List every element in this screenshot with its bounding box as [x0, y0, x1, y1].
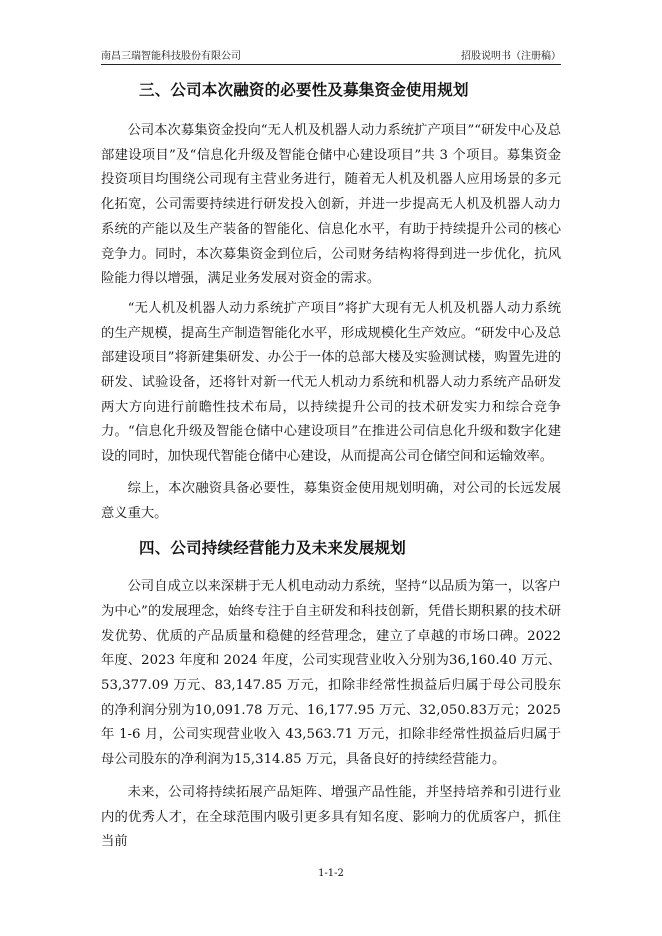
- paragraph: 未来，公司将持续拓展产品矩阵、增强产品性能，并坚持培养和引进行业内的优秀人才，在全球范围内吸引更多具有知名度、影响力的优质客户，抓住当前: [101, 784, 561, 850]
- section-title-operations: 四、公司持续经营能力及未来发展规划: [139, 539, 406, 558]
- page-body: [101, 76, 561, 855]
- paragraph: “无人机及机器人动力系统扩产项目”将扩大现有无人机及机器人动力系统的生产规模，提高生产制造智能化水平，形成规模化生产效应。“研发中心及总部建设项目”将新建集研发、办公于一体的总部大楼及实验测试楼，购置先进的研发、试验设备，还将针对新一代无人机动力系统和机器人动力系统产品研发两大方向进行前瞻性技术布局，以持续提升公司的技术研发实力和综合竞争力。“信息化升级及智能仓储中心建设项目”在推进公司信息化升级和数字化建设的同时，加快现代智能仓储中心建设，从而提高公司仓储空间和运输效率。: [101, 300, 561, 465]
- paragraph: 公司自成立以来深耕于无人机电动动力系统，坚持“以品质为第一，以客户为中心”的发展理念，始终专注于自主研发和科技创新，凭借长期积累的技术研发优势、优质的产品质量和稳健的经营理念，建立了卓越的市场口碑。2022 年度、2023 年度和 2024 年度，公司实现营业收入分别为36,160.40 万元、53,377.09 万元、83,147.85 万元，扣除非经常性损益后归属于母公司股东的净利润分别为10,091.78 万元、16,177.95 万元、32,050.83万元；2025 年 1-6 月，公司实现营业收入 43,563.71 万元，扣除非经常性损益后归属于母公司股东的净利润为15,314.85 万元，具备良好的持续经营能力。: [101, 579, 561, 768]
- document-type: 招股说明书（注册稿）: [461, 51, 561, 62]
- paragraph: 公司本次募集资金投向“无人机及机器人动力系统扩产项目”“研发中心及总部建设项目”及“信息化升级及智能仓储中心建设项目”共 3 个项目。募集资金投资项目均围绕公司现有主营业务进行，随着无人机及机器人应用场景的多元化拓宽，公司需要持续进行研发投入创新，并进一步提高无人机及机器人动力系统的产能以及生产装备的智能化、信息化水平，有助于持续提升公司的核心竞争力。同时，本次募集资金到位后，公司财务结构将得到进一步优化，抗风险能力得以增强，满足业务发展对资金的需求。: [101, 123, 561, 287]
- page-number: 1-1-2: [318, 868, 344, 879]
- paragraph: 综上，本次融资具备必要性，募集资金使用规划明确，对公司的长远发展意义重大。: [101, 480, 561, 521]
- section-title-financing: 三、公司本次融资的必要性及募集资金使用规划: [139, 81, 469, 99]
- page-header: [101, 44, 561, 65]
- company-name: 南昌三瑞智能科技股份有限公司: [101, 51, 241, 62]
